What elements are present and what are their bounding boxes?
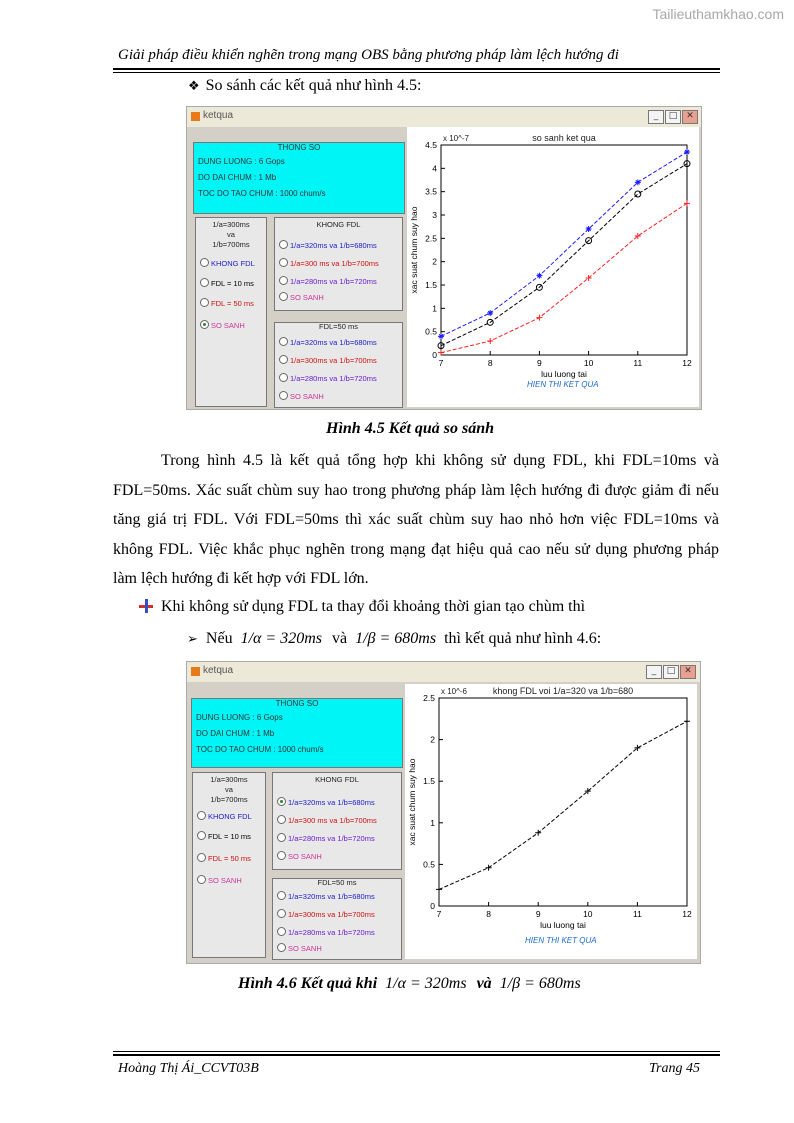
show-results-link[interactable]: HIEN THI KET QUA <box>525 936 597 945</box>
info-header: THONG SO <box>277 143 321 152</box>
x-tick-label: 9 <box>537 358 542 368</box>
minimize-button[interactable]: _ <box>648 110 664 124</box>
header-rule <box>113 68 720 70</box>
footer-author: Hoàng Thị Ái_CCVT03B <box>118 1061 259 1076</box>
bullet-item <box>188 77 421 95</box>
show-results-link[interactable]: HIEN THI KET QUA <box>527 380 599 389</box>
group-header: 1/a=300ms <box>210 775 248 784</box>
y-axis-label: xac suat chum suy hao <box>407 758 417 846</box>
maximize-button[interactable]: □ <box>665 110 681 124</box>
info-panel <box>191 698 403 768</box>
figure-caption: Hình 4.5 Kết quả so sánh <box>326 420 495 437</box>
figure-caption <box>238 975 581 993</box>
radio-fdl-50[interactable]: FDL = 50 ms <box>200 298 254 308</box>
radio-khong-fdl[interactable]: KHONG FDL <box>200 258 255 268</box>
y-tick-label: 0.5 <box>423 859 435 870</box>
arrowhead-bullet-icon: ➢ <box>187 632 198 647</box>
y-tick-label: 1 <box>432 303 437 314</box>
math-expr: 1/α = 320ms <box>385 975 467 992</box>
info-panel <box>193 142 405 214</box>
fdl-50-group <box>272 878 402 960</box>
matlab-logo-icon <box>191 667 200 676</box>
x-axis-label: luu luong tai <box>541 369 587 379</box>
x-tick-label: 10 <box>583 909 593 919</box>
group-header: va <box>227 230 235 239</box>
figure-4-6-window <box>186 661 701 964</box>
y-tick-label: 4 <box>432 163 437 174</box>
x-tick-label: 7 <box>436 909 442 919</box>
window-title: ketqua <box>203 110 234 121</box>
running-head: Giải pháp điều khiển nghẽn trong mạng OBS bằng phương pháp làm lệch hướng đi <box>118 47 619 63</box>
x-tick-label: 10 <box>583 358 594 368</box>
group-header: FDL=50 ms <box>317 878 357 887</box>
y-tick-label: 3 <box>432 210 437 220</box>
radio-option[interactable]: 1/a=320ms va 1/b=680ms <box>279 337 377 347</box>
header-rule-thin <box>113 72 720 73</box>
info-line: DO DAI CHUM : 1 Mb <box>196 729 275 738</box>
diamond-bullet-icon: ❖ <box>188 79 200 94</box>
plot-area <box>439 698 687 906</box>
radio-option[interactable]: 1/a=280ms va 1/b=720ms <box>279 373 377 383</box>
khong-fdl-group <box>274 217 403 311</box>
math-expr: 1/α = 320ms <box>240 630 322 647</box>
group-header: 1/b=700ms <box>212 240 250 249</box>
radio-option[interactable]: 1/a=320ms va 1/b=680ms <box>277 891 375 901</box>
y-tick-label: 1.5 <box>425 280 437 290</box>
plot-area <box>441 145 687 355</box>
caption-text: và <box>476 975 492 992</box>
radio-option[interactable]: 1/a=300ms va 1/b=700ms <box>277 909 375 919</box>
radio-option[interactable]: 1/a=280ms va 1/b=720ms <box>279 276 377 286</box>
figure-4-5-window <box>186 106 702 410</box>
minimize-button[interactable]: _ <box>646 665 662 679</box>
x-tick-label: 11 <box>633 358 643 368</box>
titlebar <box>187 662 700 682</box>
footer-rule <box>113 1054 720 1056</box>
traffic-load-chart <box>405 684 697 959</box>
matlab-logo-icon <box>191 112 200 121</box>
bullet-item <box>139 598 585 616</box>
text: Nếu <box>205 630 233 647</box>
x-tick-label: 8 <box>487 358 493 368</box>
radio-so-sanh[interactable]: SO SANH <box>197 875 242 885</box>
info-line: TOC DO TAO CHUM : 1000 chum/s <box>198 189 326 198</box>
x-tick-label: 7 <box>438 358 444 368</box>
radio-fdl-50[interactable]: FDL = 50 ms <box>197 853 251 863</box>
text: thì kết quả như hình 4.6: <box>444 630 602 647</box>
y-tick-label: 0 <box>430 901 435 911</box>
radio-fdl-10[interactable]: FDL = 10 ms <box>197 831 251 841</box>
group-header: FDL=50 ms <box>319 322 358 331</box>
y-exponent-label: x 10^-7 <box>443 134 469 143</box>
radio-fdl-10[interactable]: FDL = 10 ms <box>200 278 254 288</box>
y-tick-label: 0 <box>432 350 437 360</box>
math-expr: 1/β = 680ms <box>355 630 437 647</box>
chart-title: khong FDL voi 1/a=320 va 1/b=680 <box>492 686 634 696</box>
window-title: ketqua <box>203 665 234 676</box>
radio-option[interactable]: 1/a=320ms va 1/b=680ms <box>279 240 377 250</box>
radio-option[interactable]: 1/a=300 ms va 1/b=700ms <box>279 258 379 268</box>
radio-option[interactable]: 1/a=280ms va 1/b=720ms <box>277 927 375 937</box>
bullet-text: So sánh các kết quả như hình 4.5: <box>205 77 422 94</box>
y-exponent-label: x 10^-6 <box>441 687 467 696</box>
x-tick-label: 11 <box>632 909 642 919</box>
group-header: va <box>225 785 233 794</box>
page-number: Trang 45 <box>649 1061 700 1076</box>
radio-option[interactable]: SO SANH <box>279 292 324 302</box>
y-tick-label: 3.5 <box>425 186 437 197</box>
y-tick-label: 2 <box>432 256 437 267</box>
math-expr: 1/β = 680ms <box>499 975 581 992</box>
info-line: DO DAI CHUM : 1 Mb <box>198 173 277 182</box>
y-tick-label: 1.5 <box>423 776 435 787</box>
x-tick-label: 12 <box>682 358 692 368</box>
caption-text: Hình 4.6 Kết quả khi <box>238 975 378 992</box>
x-tick-label: 12 <box>682 909 692 919</box>
footer-rule-thin <box>113 1051 720 1052</box>
left-option-group <box>195 217 267 407</box>
fdl-50-group <box>274 322 403 408</box>
radio-option[interactable]: SO SANH <box>277 851 322 861</box>
radio-option[interactable]: SO SANH <box>279 391 324 401</box>
maximize-button[interactable]: □ <box>663 665 679 679</box>
y-tick-label: 4.5 <box>425 140 437 150</box>
comparison-chart <box>407 127 699 407</box>
y-tick-label: 2.5 <box>423 693 435 703</box>
group-header: KHONG FDL <box>315 775 359 784</box>
radio-option[interactable]: 1/a=280ms va 1/b=720ms <box>277 833 375 843</box>
info-line: TOC DO TAO CHUM : 1000 chum/s <box>196 745 324 754</box>
titlebar <box>187 107 701 127</box>
x-axis-label: luu luong tai <box>540 920 586 930</box>
group-header: 1/b=700ms <box>210 795 248 804</box>
y-tick-label: 0.5 <box>425 326 437 337</box>
bullet-text: Khi không sử dụng FDL ta thay đổi khoảng thời gian tạo chùm thì <box>161 598 586 615</box>
watermark: Tailieuthamkhao.com <box>652 6 784 22</box>
radio-option[interactable]: 1/a=300ms va 1/b=700ms <box>279 355 377 365</box>
x-tick-label: 8 <box>486 909 491 919</box>
info-header: THONG SO <box>275 699 319 708</box>
close-button[interactable]: ✕ <box>682 110 698 124</box>
radio-option[interactable]: 1/a=300 ms va 1/b=700ms <box>277 815 377 825</box>
khong-fdl-group <box>272 772 402 870</box>
info-line: DUNG LUONG : 6 Gops <box>196 713 283 722</box>
sub-bullet-item <box>187 630 601 648</box>
group-header: KHONG FDL <box>316 220 361 229</box>
y-axis-label: xac suat chum suy hao <box>409 206 419 294</box>
radio-khong-fdl[interactable]: KHONG FDL <box>197 811 252 821</box>
x-tick-label: 9 <box>535 909 541 919</box>
radio-so-sanh[interactable]: SO SANH <box>200 320 245 330</box>
arrow-bullet-icon <box>139 599 153 613</box>
group-header: 1/a=300ms <box>212 220 250 229</box>
info-line: DUNG LUONG : 6 Gops <box>198 157 285 166</box>
radio-option[interactable]: 1/a=320ms va 1/b=680ms <box>277 797 375 807</box>
close-button[interactable]: ✕ <box>680 665 696 679</box>
text: và <box>331 630 348 647</box>
y-tick-label: 1 <box>430 817 435 828</box>
y-tick-label: 2.5 <box>425 233 437 244</box>
left-option-group <box>192 772 266 958</box>
chart-title: so sanh ket qua <box>532 133 596 143</box>
y-tick-label: 2 <box>430 734 435 745</box>
radio-option[interactable]: SO SANH <box>277 943 322 953</box>
body-paragraph: Trong hình 4.5 là kết quả tổng hợp khi không sử dụng FDL, khi FDL=10ms và FDL=50ms. Xác suất chùm suy hao trong phương pháp làm lệch hướng đi được giảm đi nếu tăng giá trị FDL. Với FDL=50ms thì xác suất chùm suy hao nhỏ hơn việc FDL=10ms và không FDL. Việc khắc phục nghẽn trong mạng đạt hiệu quả cao nếu sử dụng phương pháp làm lệch hướng đi kết hợp với FDL lớn. <box>113 452 719 587</box>
